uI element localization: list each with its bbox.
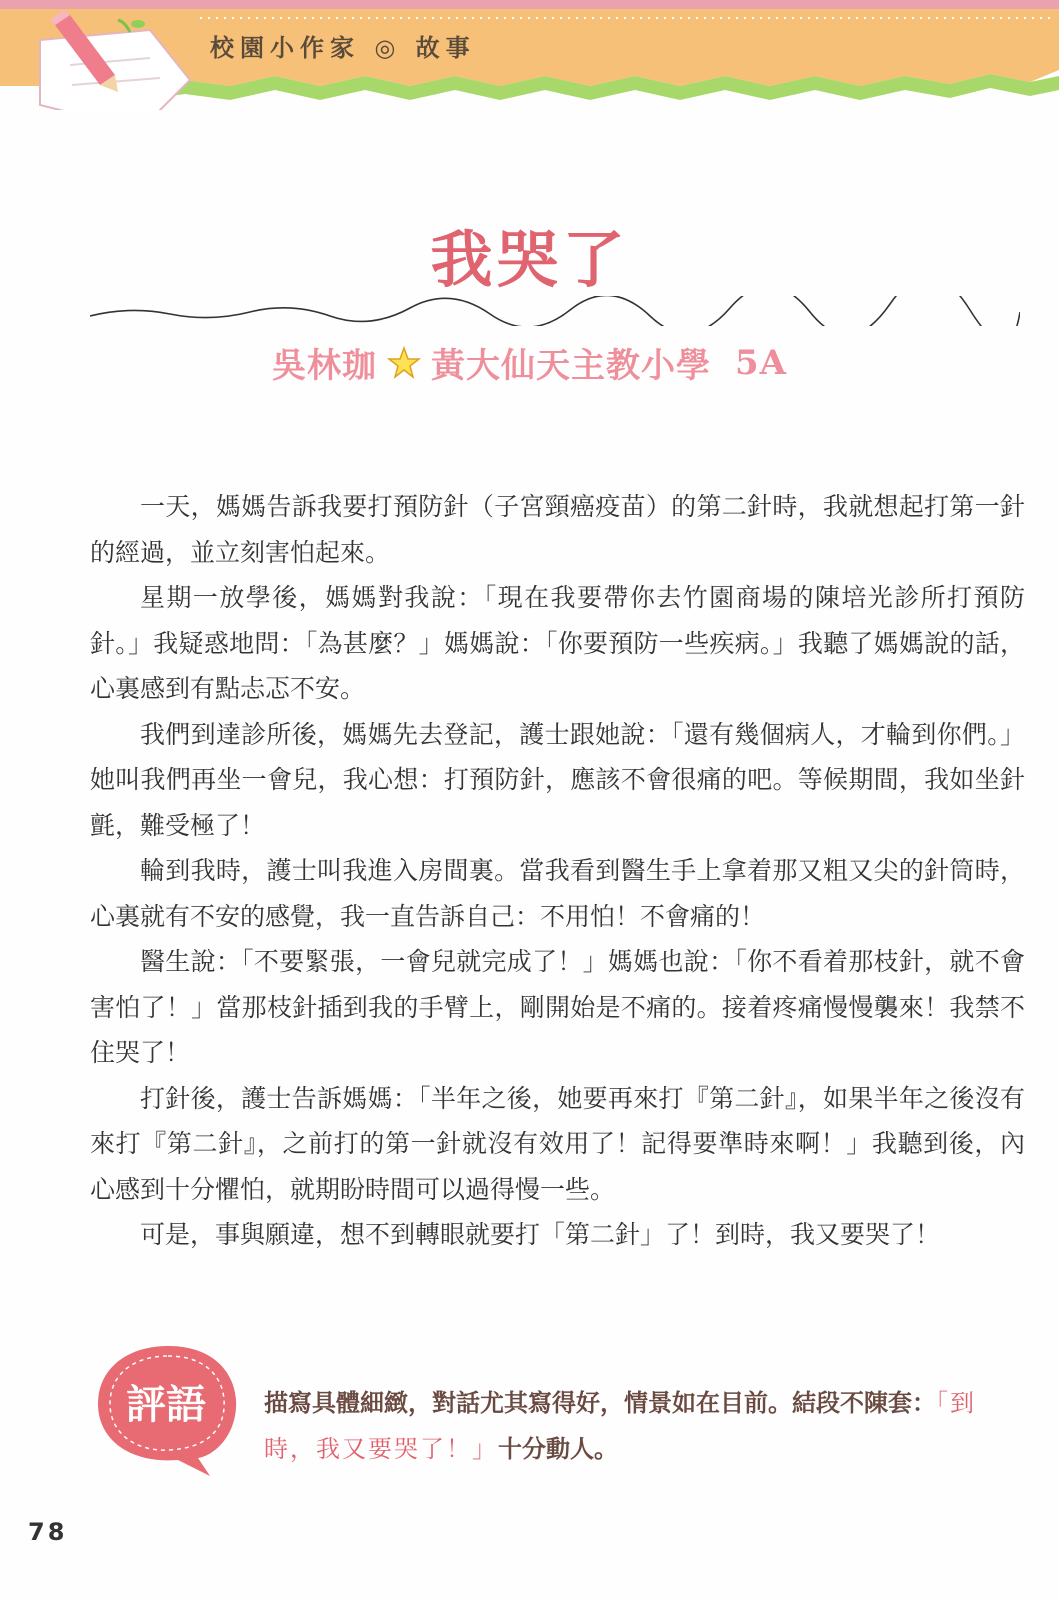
school-name: 黃大仙天主教小學 — [430, 346, 711, 386]
header-banner — [0, 0, 1059, 110]
speech-bubble-icon — [88, 1338, 248, 1478]
comment-text — [264, 1380, 1024, 1472]
comment-text-before: 描寫具體細緻，對話尤其寫得好，情景如在目前。結段不陳套： — [264, 1389, 936, 1417]
paragraph: 打針後，護士告訴媽媽：「半年之後，她要再來打『第二針』，如果半年之後沒有來打『第二針』，之前打的第一針就沒有效用了！記得要準時來啊！」我聽到後，內心感到十分懼怕，就期盼時間可以過得慢一些。 — [90, 1083, 1025, 1204]
author-name: 吳林珈 — [271, 346, 377, 386]
star-icon — [387, 346, 421, 380]
paragraph: 輪到我時，護士叫我進入房間裏。當我看到醫生手上拿着那又粗又尖的針筒時，心裏就有不安的感覺，我一直告訴自己：不用怕！不會痛的！ — [90, 856, 1025, 931]
section-label: 校園小作家 ◎ 故事 — [210, 34, 476, 62]
class-name: 5A — [734, 342, 788, 383]
page-number: 78 — [28, 1518, 68, 1546]
story-body — [90, 484, 1025, 1258]
paragraph: 一天，媽媽告訴我要打預防針（子宮頸癌疫苗）的第二針時，我就想起打第一針的經過，並立刻害怕起來。 — [90, 492, 1025, 567]
page-header — [0, 0, 1059, 110]
paragraph: 可是，事與願違，想不到轉眼就要打「第二針」了！到時，我又要哭了！ — [140, 1220, 941, 1249]
comment-text-after: 十分動人。 — [498, 1435, 618, 1463]
story-title: 我哭了 — [430, 223, 629, 296]
paragraph: 醫生說：「不要緊張，一會兒就完成了！」媽媽也說：「你不看着那枝針，就不會害怕了！」當那枝針插到我的手臂上，剛開始是不痛的。接着疼痛慢慢襲來！我禁不住哭了！ — [90, 947, 1025, 1067]
paragraph: 星期一放學後，媽媽對我說：「現在我要帶你去竹園商場的陳培光診所打預防針。」我疑惑地問：「為甚麼？」媽媽說：「你要預防一些疾病。」我聽了媽媽說的話，心裏感到有點忐忑不安。 — [90, 583, 1025, 703]
teacher-comment — [88, 1338, 1048, 1478]
paragraph: 我們到達診所後，媽媽先去登記，護士跟她說：「還有幾個病人，才輪到你們。」她叫我們再坐一會兒，我心想：打預防針，應該不會很痛的吧。等候期間，我如坐針氈，難受極了！ — [90, 719, 1025, 840]
title-divider — [90, 296, 1020, 326]
byline — [0, 338, 1059, 387]
comment-badge: 評語 — [126, 1382, 206, 1428]
comment-quote: 「到時，我又要哭了！」 — [264, 1389, 976, 1463]
